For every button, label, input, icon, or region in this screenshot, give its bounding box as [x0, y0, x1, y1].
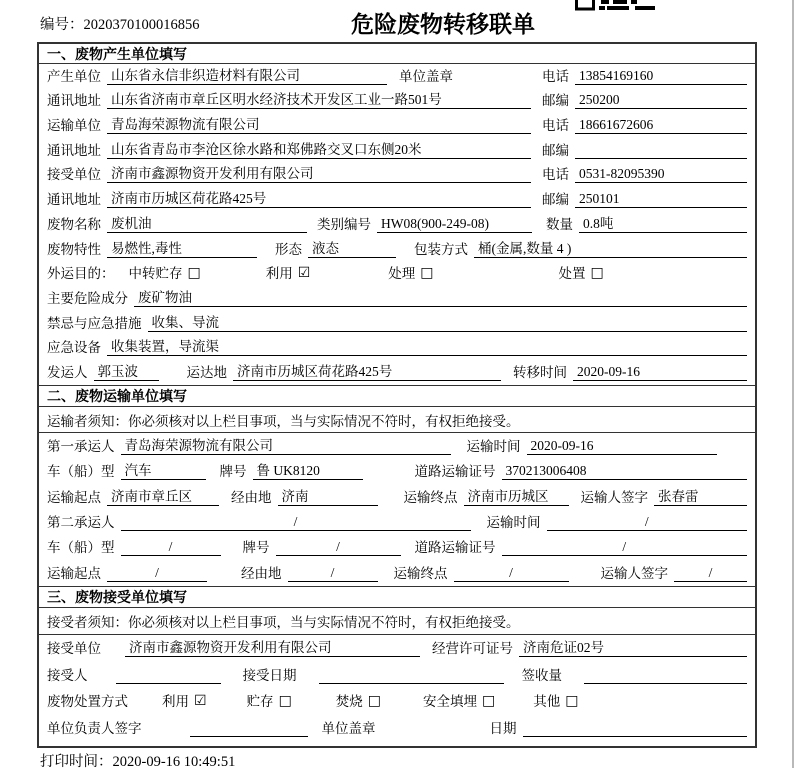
accept-unit-value: 济南市鑫源物资开发利用有限公司	[125, 639, 420, 657]
purpose-dispose-label: 处置	[558, 266, 586, 282]
transporter-tel-value: 18661672606	[575, 116, 747, 134]
carrier1-time-label: 运输时间	[466, 438, 521, 454]
producer-zip-label: 邮编	[542, 93, 569, 109]
checkbox-utilize: ☑	[297, 265, 311, 282]
print-time-value: 2020-09-16 10:49:51	[112, 754, 236, 768]
receiver-tel-label: 电话	[542, 167, 569, 183]
row-route2	[39, 560, 755, 585]
row-producer-address	[39, 89, 755, 114]
qr-code-fragment	[575, 0, 661, 12]
waste-form-label: 形态	[275, 241, 302, 257]
checkbox-disposal-store: □	[278, 693, 292, 710]
waste-name-label: 废物名称	[47, 216, 101, 232]
route2-sign-value: /	[674, 564, 747, 582]
purpose-option-utilize	[266, 262, 311, 282]
waste-pack-label: 包装方式	[414, 241, 468, 257]
vehicle2-label: 车（船）型	[47, 540, 115, 556]
row-main-hazard	[39, 286, 755, 311]
permit1-value: 370213006408	[502, 462, 748, 480]
row-waste-props	[39, 237, 755, 262]
route2-start-value: /	[107, 564, 207, 582]
vehicle2-value: /	[121, 538, 221, 556]
row-producer	[39, 64, 755, 89]
transporter-tel-label: 电话	[542, 118, 569, 134]
receiver-label: 接受单位	[47, 167, 101, 183]
checkbox-disposal-utilize: ☑	[194, 693, 207, 710]
route2-via-value: /	[288, 564, 378, 582]
disposal-other-label: 其他	[533, 694, 561, 710]
receiver-addr-value: 济南市历城区荷花路425号	[107, 190, 531, 208]
receiver-notice: 接受者须知：你必须核对以上栏目事项，当与实际情况不符时，有权拒绝接受。	[39, 608, 755, 635]
disposal-landfill-label: 安全填埋	[423, 694, 478, 710]
checkbox-dispose: □	[590, 265, 604, 282]
accept-person-label: 接受人	[47, 667, 88, 683]
waste-category-label: 类别编号	[317, 216, 371, 232]
disposal-utilize-label: 利用	[162, 694, 189, 710]
seal-label: 单位盖章	[399, 68, 453, 84]
license-label: 经营许可证号	[432, 641, 513, 657]
receiver-zip-label: 邮编	[542, 192, 569, 208]
carrier1-time-value: 2020-09-16	[527, 437, 717, 455]
waste-props-label: 废物特性	[47, 241, 101, 257]
transfer-time-value: 2020-09-16	[573, 363, 747, 381]
taboo-value: 收集、导流	[148, 314, 748, 332]
receiver-value: 济南市鑫源物资开发利用有限公司	[107, 165, 531, 183]
plate2-label: 牌号	[242, 540, 270, 556]
row-route1	[39, 484, 755, 509]
row-waste-name	[39, 212, 755, 237]
disposal-label: 废物处置方式	[47, 694, 128, 710]
permit2-value: /	[502, 538, 748, 556]
carrier2-value: /	[121, 513, 471, 531]
checkbox-disposal-incinerate: □	[367, 693, 382, 710]
route2-via-label: 经由地	[241, 565, 282, 581]
row-accept-unit	[39, 635, 755, 662]
accept-unit-label: 接受单位	[47, 641, 101, 657]
disposal-incinerate-label: 焚烧	[335, 694, 363, 710]
row-transfer-purpose	[39, 262, 755, 287]
transporter-notice: 运输者须知：你必须核对以上栏目事项，当与实际情况不符时，有权拒绝接受。	[39, 407, 755, 434]
producer-addr-value: 山东省济南市章丘区明水经济技术开发区工业一路501号	[107, 91, 531, 109]
row-disposal-method	[39, 688, 755, 715]
print-time-label: 打印时间：	[40, 754, 113, 768]
producer-zip-value: 250200	[575, 91, 747, 109]
disposal-option-other	[533, 690, 578, 710]
carrier2-time-label: 运输时间	[486, 515, 541, 530]
unit-seal-label: 单位盖章	[321, 720, 376, 736]
manifest-table	[37, 42, 757, 748]
route2-start-label: 运输起点	[47, 565, 101, 581]
checkbox-storage: □	[187, 265, 201, 282]
emergency-equip-label: 应急设备	[47, 340, 101, 356]
route1-via-label: 经由地	[231, 489, 272, 505]
section1-header: 一、废物产生单位填写	[39, 44, 755, 64]
plate2-value: /	[276, 538, 401, 556]
waste-name-value: 废机油	[107, 215, 307, 233]
sign-date-label: 日期	[489, 720, 517, 736]
print-time	[40, 750, 235, 768]
carrier2-time-value: /	[547, 513, 748, 531]
sign-date-value	[523, 719, 748, 737]
accept-date-label: 接受日期	[242, 667, 297, 683]
route2-end-label: 运输终点	[393, 565, 448, 581]
waste-pack-value: 桶(金属,数量 4 )	[474, 240, 747, 258]
row-shipper	[39, 360, 755, 385]
section3-header: 三、废物接受单位填写	[39, 586, 755, 608]
receiver-zip-value: 250101	[575, 190, 747, 208]
emergency-equip-value: 收集装置，导流渠	[107, 338, 747, 356]
route1-sign-value: 张春雷	[654, 488, 747, 506]
dest-value: 济南市历城区荷花路425号	[233, 363, 501, 381]
vehicle1-label: 车（船）型	[47, 464, 115, 480]
row-second-carrier	[39, 510, 755, 535]
disposal-option-utilize	[162, 690, 207, 710]
producer-addr-label: 通讯地址	[47, 93, 101, 109]
vehicle1-value: 汽车	[121, 462, 206, 480]
route1-end-label: 运输终点	[403, 489, 458, 505]
unit-sign-value	[190, 719, 308, 737]
producer-value: 山东省永信非织造材料有限公司	[107, 67, 387, 85]
purpose-treat-label: 处理	[388, 266, 416, 282]
accept-person-value	[116, 666, 221, 684]
purpose-option-storage	[129, 262, 201, 282]
transporter-zip-value	[575, 141, 747, 159]
taboo-label: 禁忌与应急措施	[47, 315, 142, 331]
page-title: 危险废物转移联单	[351, 12, 535, 37]
license-value: 济南危证02号	[519, 639, 747, 657]
checkbox-disposal-other: □	[565, 693, 579, 710]
doc-number-value: 2020370100016856	[83, 17, 200, 33]
producer-tel-value: 13854169160	[575, 67, 747, 85]
carrier2-label: 第二承运人	[47, 515, 115, 530]
row-vehicle2	[39, 535, 755, 560]
transporter-addr-label: 通讯地址	[47, 142, 101, 158]
permit2-label: 道路运输证号	[414, 540, 496, 556]
purpose-label: 外运目的：	[47, 266, 115, 282]
route2-end-value: /	[454, 564, 569, 582]
row-vehicle1	[39, 459, 755, 484]
purpose-utilize-label: 利用	[265, 266, 293, 282]
checkbox-treat: □	[420, 265, 434, 282]
waste-form-value: 液态	[308, 240, 396, 258]
transfer-time-label: 转移时间	[513, 364, 567, 380]
route2-sign-label: 运输人签字	[600, 565, 668, 581]
dest-label: 运达地	[186, 364, 227, 380]
carrier1-label: 第一承运人	[47, 438, 115, 454]
page-edge-divider	[792, 0, 794, 768]
plate1-label: 牌号	[219, 464, 247, 480]
route1-via-value: 济南	[278, 488, 378, 506]
purpose-storage-label: 中转贮存	[128, 266, 183, 282]
route1-sign-label: 运输人签字	[580, 489, 648, 505]
accept-date-value	[319, 666, 504, 684]
checkbox-disposal-landfill: □	[482, 693, 496, 710]
route1-end-value: 济南市历城区	[464, 488, 569, 506]
row-receiver	[39, 163, 755, 188]
shipper-value: 郭玉波	[94, 363, 159, 381]
main-hazard-value: 废矿物油	[134, 289, 747, 307]
waste-props-value: 易燃性,毒性	[107, 240, 257, 258]
receiver-tel-value: 0531-82095390	[575, 165, 747, 183]
row-unit-signature	[39, 714, 755, 741]
plate1-value: 鲁 UK8120	[253, 462, 363, 480]
row-taboo-measures	[39, 311, 755, 336]
disposal-option-landfill	[423, 690, 495, 710]
section2-header: 二、废物运输单位填写	[39, 385, 755, 407]
waste-qty-value: 0.8吨	[579, 215, 747, 233]
purpose-option-treat	[388, 262, 433, 282]
disposal-option-incinerate	[336, 690, 381, 710]
permit1-label: 道路运输证号	[414, 464, 496, 480]
unit-sign-label: 单位负责人签字	[47, 720, 142, 736]
purpose-option-dispose	[559, 262, 604, 282]
main-hazard-label: 主要危险成分	[47, 290, 128, 306]
doc-number-label: 编号：	[40, 17, 84, 33]
carrier1-value: 青岛海荣源物流有限公司	[121, 437, 451, 455]
row-emergency-equipment	[39, 336, 755, 361]
disposal-store-label: 贮存	[246, 694, 274, 710]
sign-qty-value	[584, 666, 747, 684]
producer-tel-label: 电话	[542, 68, 569, 84]
row-first-carrier	[39, 433, 755, 458]
transporter-addr-value: 山东省青岛市李沧区徐水路和郑佛路交叉口东侧20米	[107, 141, 531, 159]
transporter-label: 运输单位	[47, 118, 101, 134]
row-transporter	[39, 113, 755, 138]
producer-label: 产生单位	[47, 68, 101, 84]
row-transporter-address	[39, 138, 755, 163]
receiver-addr-label: 通讯地址	[47, 192, 101, 208]
waste-category-value: HW08(900-249-08)	[377, 215, 532, 233]
disposal-option-store	[247, 690, 292, 710]
waste-qty-label: 数量	[546, 216, 573, 232]
shipper-label: 发运人	[47, 364, 88, 380]
route1-start-value: 济南市章丘区	[107, 488, 219, 506]
route1-start-label: 运输起点	[47, 489, 101, 505]
sign-qty-label: 签收量	[521, 667, 562, 683]
row-accept-person	[39, 661, 755, 688]
transporter-zip-label: 邮编	[542, 142, 569, 158]
transporter-value: 青岛海荣源物流有限公司	[107, 116, 531, 134]
row-receiver-address	[39, 187, 755, 212]
